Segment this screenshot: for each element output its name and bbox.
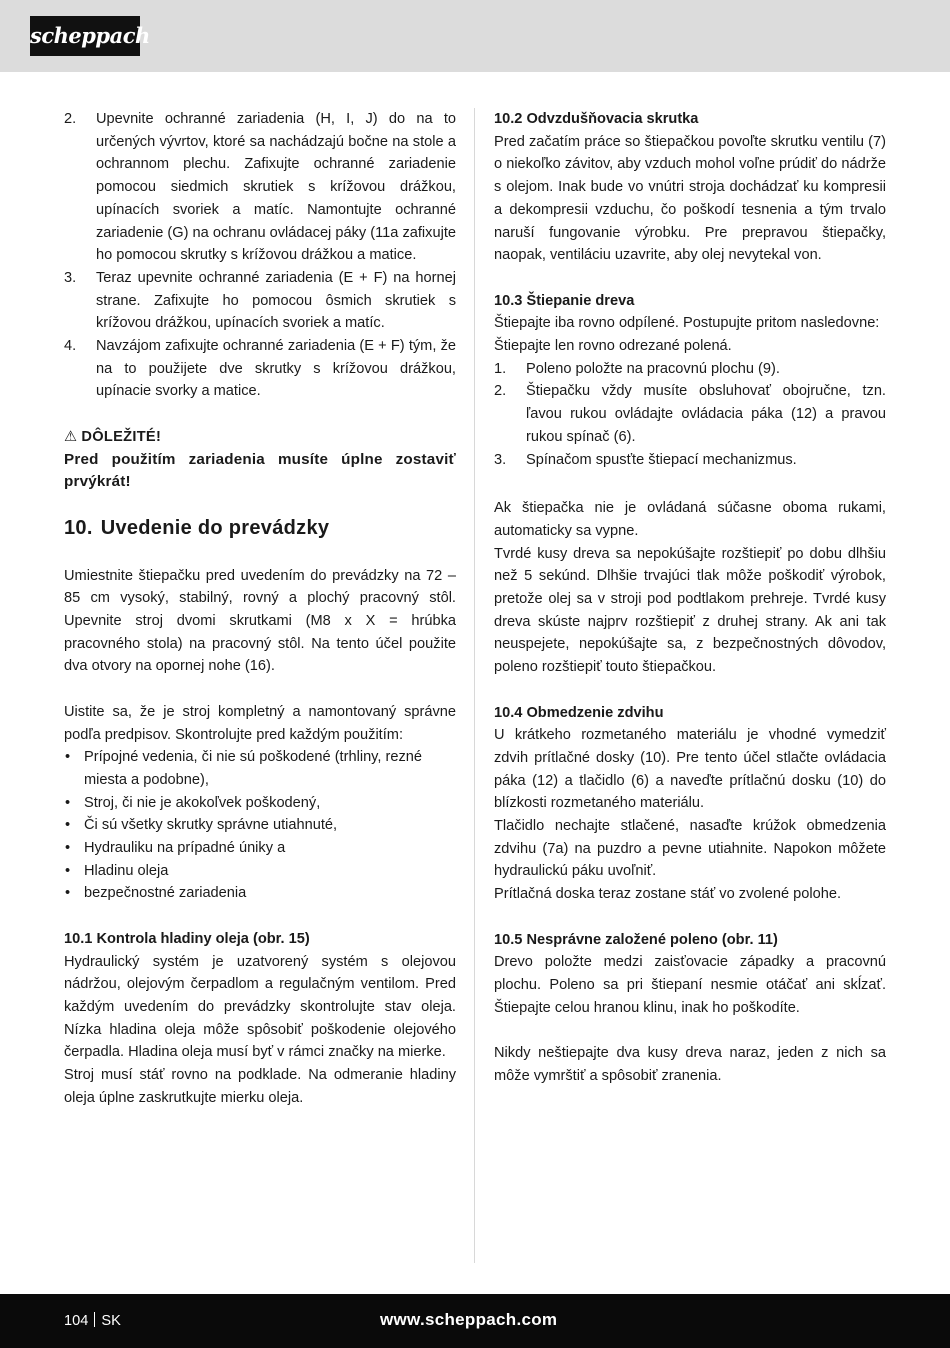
paragraph: Nikdy neštiepajte dva kusy dreva naraz, jeden z nich sa môže vymrštiť a spôsobiť zranenia. — [494, 1045, 886, 1084]
list-item: • Hladinu oleja — [65, 862, 169, 879]
list-item: • Stroj, či nie je akokoľvek poškodený, — [65, 794, 321, 811]
subsection-heading: 10.2 Odvzdušňovacia skrutka — [494, 111, 699, 127]
scheppach-logo: scheppach — [30, 16, 140, 56]
page-number: 104 SK — [64, 1313, 121, 1329]
list-item: 3. Spínačom spusťte štiepací mechanizmus. — [494, 451, 797, 468]
left-column — [64, 108, 456, 1109]
paragraph: Uistite sa, že je stroj kompletný a namontovaný správne podľa predpisov. Skontrolujte pred každým použitím: — [64, 703, 456, 743]
paragraph: Stroj musí stáť rovno na podklade. Na odmeranie hladiny oleja úplne zaskrutkujte mierku oleja. — [64, 1067, 456, 1106]
list-item: • Či sú všetky skrutky správne utiahnuté, — [65, 817, 338, 834]
paragraph: Umiestnite štiepačku pred uvedením do prevádzky na 72 – 85 cm vysoký, stabilný, rovný a plochý pracovný stôl. Upevnite stroj dvomi skrutkami (M8 x X = hrúbka pracovného stola) na pracovný stôl. Na tento účel použite dva otvory na opornej nohe (16). — [64, 567, 456, 675]
subsection-heading: 10.3 Štiepanie dreva — [494, 292, 635, 309]
paragraph: Štiepajte iba rovno odpílené. Postupujte pritom nasledovne: — [494, 315, 880, 332]
paragraph: Štiepajte len rovno odrezané polená. — [494, 338, 732, 355]
column-divider — [474, 108, 475, 1263]
list-item: • bezpečnostné zariadenia — [65, 885, 247, 902]
list-item: 1. Poleno položte na pracovnú plochu (9). — [494, 360, 780, 377]
list-item: 4. Navzájom zafixujte ochranné zariadenia (E + F) tým, že na to použijete dve skrutky s krížovou drážkou, upínacie svorky a matice. — [64, 338, 456, 400]
section-heading: 10. Uvedenie do prevádzky — [64, 516, 330, 539]
assembly-steps-list — [64, 108, 456, 403]
paragraph: U krátkeho rozmetaného materiálu je vhodné vymedziť zdvih prítlačné dosky (10). Pre tento účel stlačte ovládacia páka (12) a tlačidlo (6) a naveďte prítlačnú dosku (10) do blízkosti rozmetaného materiálu. — [494, 727, 886, 812]
list-item: 3. Teraz upevnite ochranné zariadenia (E + F) na hornej strane. Zafixujte ho pomocou ôsmich skrutiek s krížovou drážkou, upínacích svoriek a matíc. — [64, 269, 456, 332]
splitting-steps-list — [494, 358, 886, 472]
list-item: • Hydrauliku na prípadné úniky a — [65, 840, 286, 857]
paragraph: Hydraulický systém je uzatvorený systém s olejovou nádržou, olejovým čerpadlom a regulačným ventilom. Pred každým uvedením do prevádzky skontrolujte stav oleja. Nízka hladina oleja môže spôsobiť poškodenie olejového čerpadla. Hladina oleja musí byť v rámci značky na mierke. — [64, 953, 456, 1061]
checklist — [64, 746, 456, 905]
website-link[interactable]: www.scheppach.com — [380, 1310, 558, 1329]
paragraph: Drevo položte medzi zaisťovacie západky a pracovnú plochu. Poleno sa pri štiepaní nesmie otáčať ani skĺzať. Štiepajte celou hranou klinu, inak ho poškodíte. — [494, 954, 886, 1016]
subsection-heading: 10.5 Nesprávne založené poleno (obr. 11) — [494, 931, 778, 948]
paragraph: Tvrdé kusy dreva sa nepokúšajte rozštiepiť po dobu dlhšiu než 5 sekúnd. Dlhšie trvajúci tlak môže poškodiť výrobok, pretože olej sa v stroji pod podtlakom prehreje. Tvrdé kusy dreva skúste najprv rozštiepiť z druhej strany. Ak ani tak neuspejete, nepokúšajte sa, z bezpečnostných dôvodov, poleno rozštiepiť touto štiepačkou. — [494, 545, 886, 676]
list-item: • Prípojné vedenia, či nie sú poškodené (trhliny, rezné miesta a podobne), — [65, 749, 423, 788]
right-column — [494, 108, 886, 1087]
paragraph: Prítlačná doska teraz zostane stáť vo zvolené polohe. — [494, 886, 842, 903]
footer-band — [0, 1294, 950, 1348]
subsection-heading: 10.1 Kontrola hladiny oleja (obr. 15) — [64, 930, 310, 947]
warning-text: Pred použitím zariadenia musíte úplne zostaviť prvýkrát! — [64, 450, 456, 491]
subsection-heading: 10.4 Obmedzenie zdvihu — [494, 704, 664, 721]
warning-triangle-icon: ⚠ — [64, 428, 78, 445]
list-item: 2. Upevnite ochranné zariadenia (H, I, J) do na to určených vývrtov, ktoré sa nachádzajú bočne na stole a ochrannom plechu. Zafixujte ochranné zariadenie pomocou siedmich skrutiek s krížovou drážkou, upínacích svoriek a matíc. Namontujte ochranné zariadenie (G) na ochranu ovládacej páky (11a zafixujte ho pomocou skrutky s krížovou drážkou a matice. — [64, 111, 456, 264]
paragraph: Pred začatím práce so štiepačkou povoľte skrutku ventilu (7) o niekoľko závitov, aby vzduch mohol voľne prúdiť do nádrže s olejom. Inak bude vo vnútri stroja dochádzať ku kompresii a dekompresii vzduchu, čo poškodí tesnenia a tým trvalo naruší fungovanie výrobku. Pre prepravou štiepačky, naopak, ventiláciu uzavrite, aby olej nevytekal von. — [494, 133, 886, 264]
warning-heading: ⚠ DÔLEŽITÉ! — [64, 426, 456, 449]
header-band — [0, 0, 950, 72]
list-item: 2. Štiepačku vždy musíte obsluhovať obojručne, tzn. ľavou rukou ovládajte ovládacia páka (12) a pravou rukou spínač (6). — [494, 383, 886, 445]
paragraph: Ak štiepačka nie je ovládaná súčasne oboma rukami, automaticky sa vypne. — [494, 500, 886, 539]
paragraph: Tlačidlo nechajte stlačené, nasaďte krúžok obmedzenia zdvihu (7a) na puzdro a pevne utiahnite. Napokon môžete hydraulickú páku uvoľniť. — [494, 818, 886, 880]
